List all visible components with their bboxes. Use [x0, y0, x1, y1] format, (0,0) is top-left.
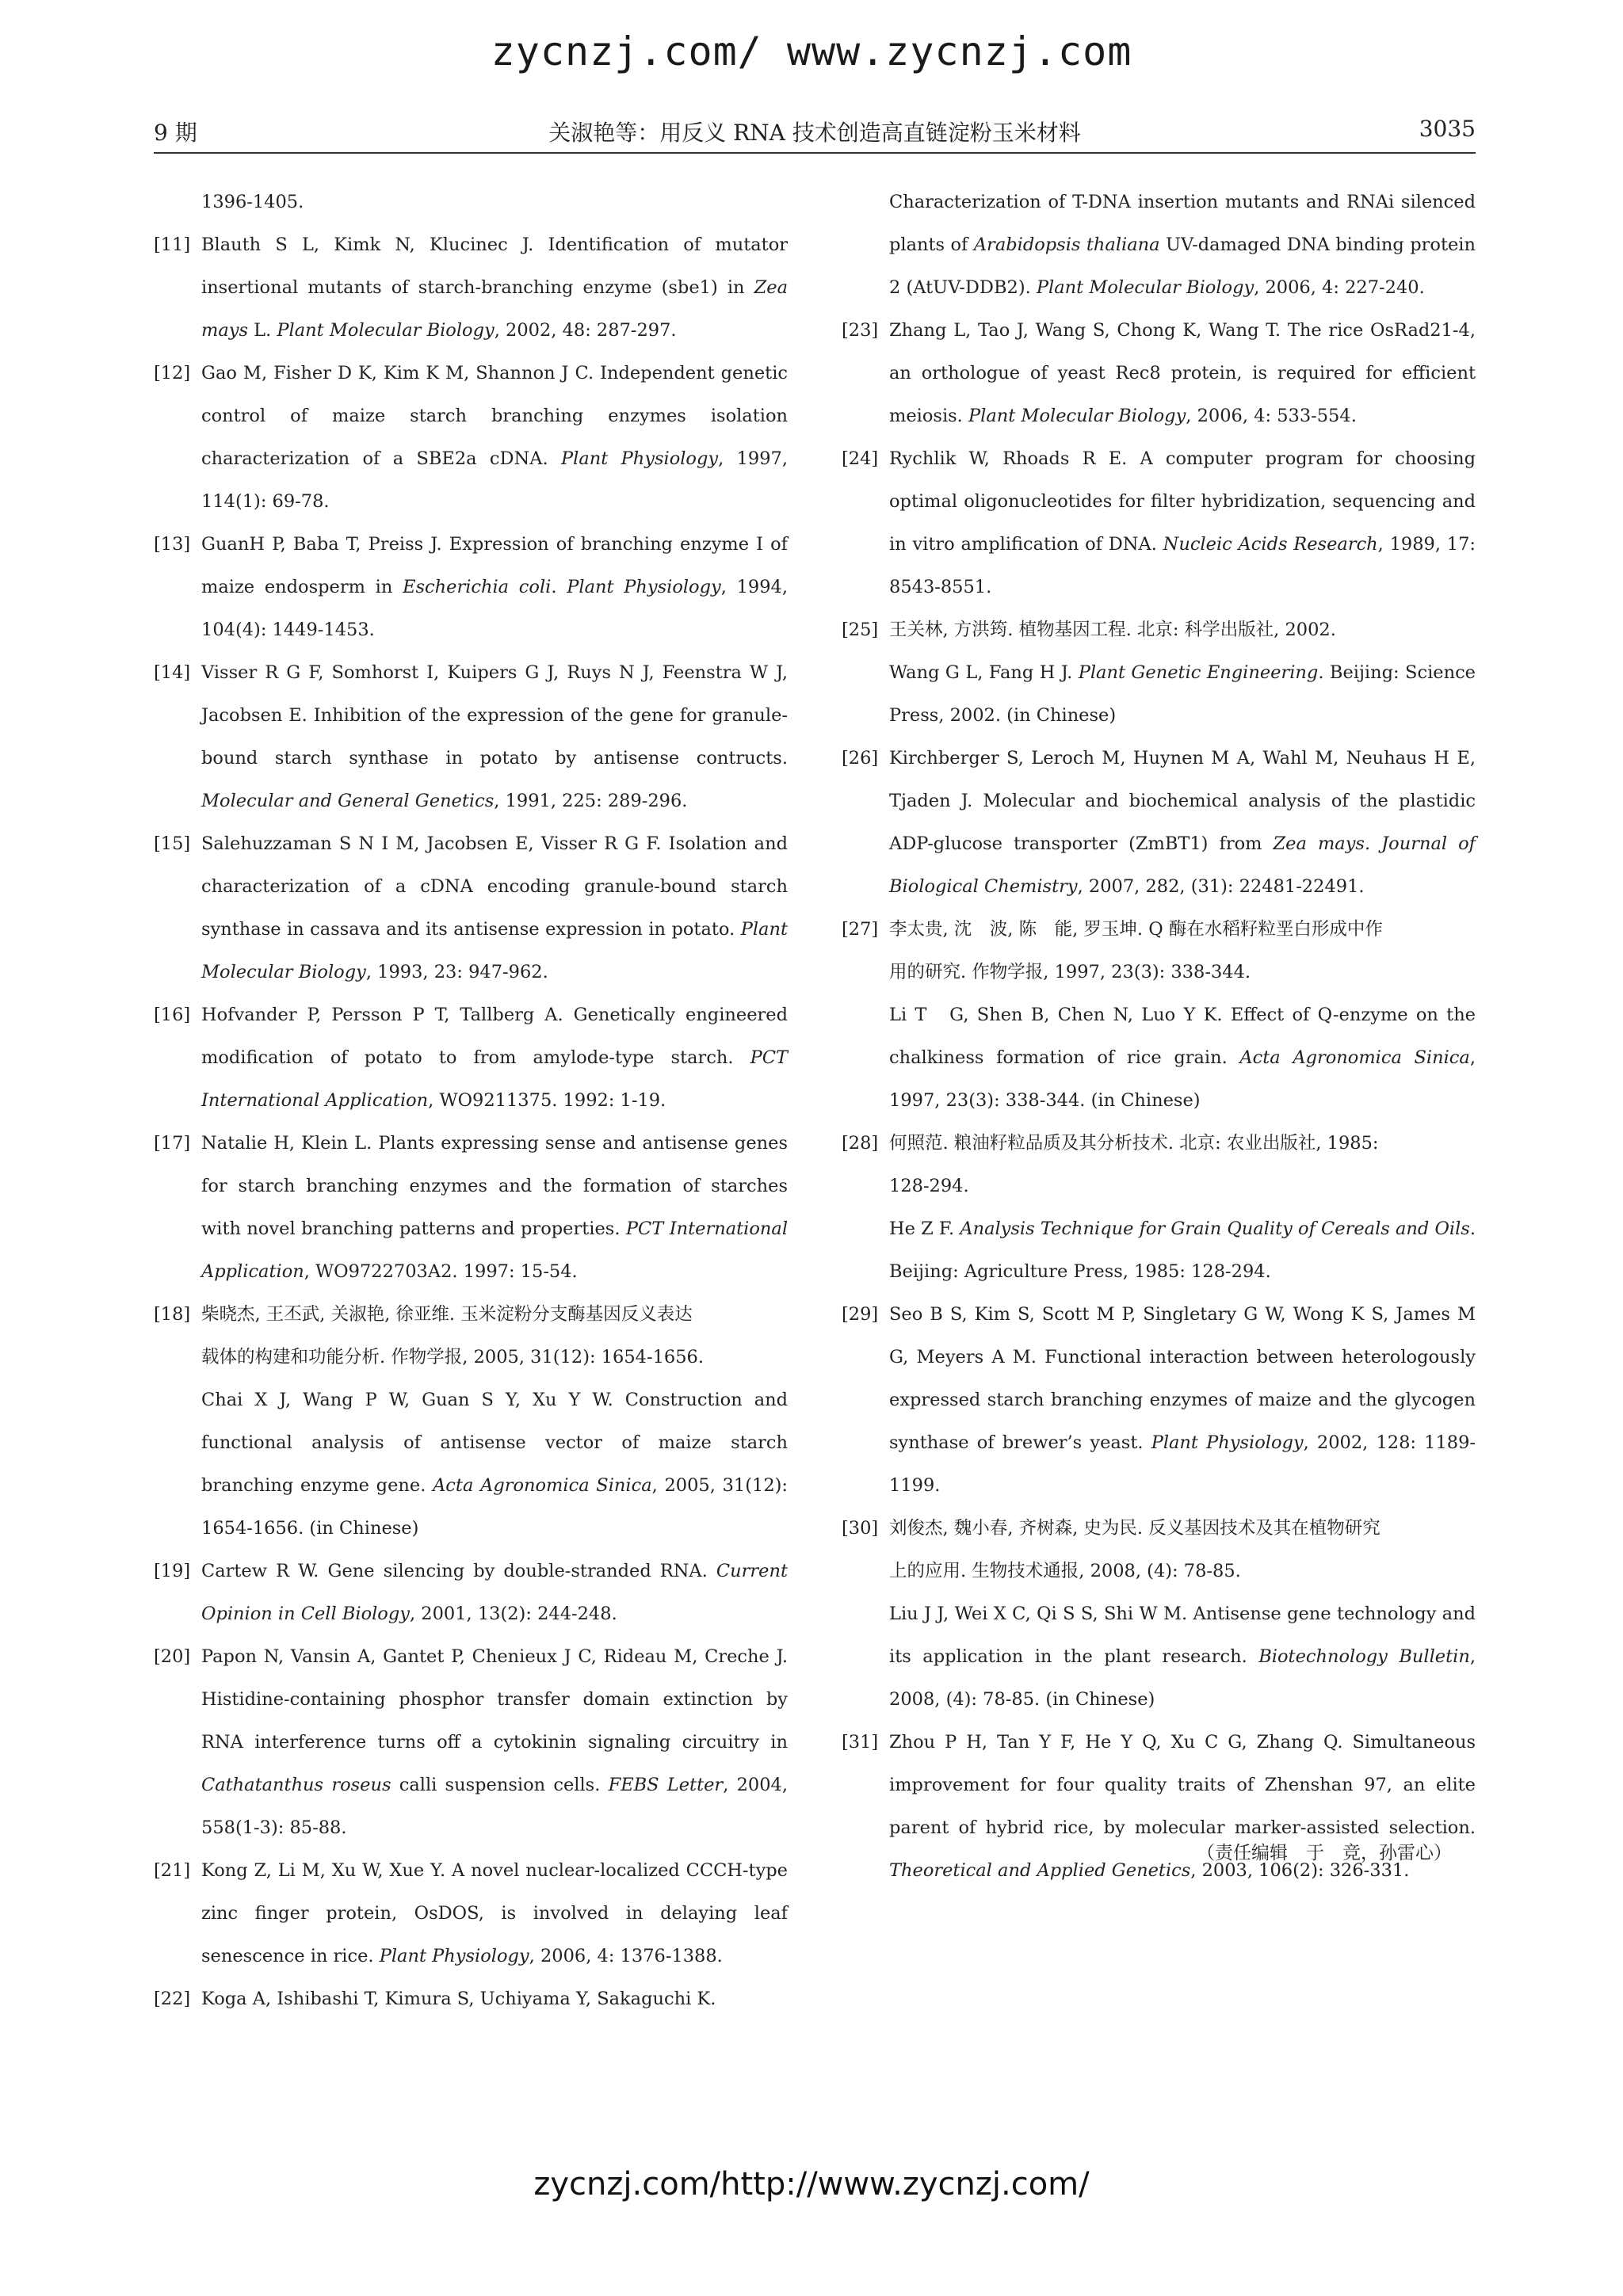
watermark-bottom: zycnzj.com/http://www.zycnzj.com/: [533, 2166, 1090, 2203]
reference-chinese-line: 用的研究. 作物学报, 1997, 23(3): 338-344.: [889, 962, 1251, 982]
reference-number: [13]: [154, 534, 191, 555]
reference-text: Chai X J, Wang P W, Guan S Y, Xu Y W. Construction and functional analysis of antisense vector of maize starch branching enzyme gene. Acta Agronomica Sinica, 2005, 31(12): 1654-1656. (in Chinese): [201, 1390, 788, 1539]
reference-continuation: 1396-1405.: [201, 192, 304, 212]
reference-chinese-line: 何照范. 粮油籽粒品质及其分析技术. 北京: 农业出版社, 1985:: [889, 1133, 1379, 1154]
page-number: 3035: [1419, 116, 1476, 142]
reference-number: [29]: [842, 1304, 879, 1325]
reference-text: Li T G, Shen B, Chen N, Luo Y K. Effect of Q-enzyme on the chalkiness formation of rice grain. Acta Agronomica Sinica, 1997, 23(3): 338-344. (in Chinese): [889, 1005, 1476, 1111]
reference-item: [154, 1849, 788, 1978]
reference-number: [21]: [154, 1860, 191, 1881]
reference-item: [842, 437, 1476, 608]
reference-chinese-line: 上的应用. 生物技术通报, 2008, (4): 78-85.: [889, 1561, 1241, 1581]
reference-item: [154, 1293, 788, 1550]
running-header: [154, 116, 1476, 154]
reference-chinese-line: 李太贵, 沈 波, 陈 能, 罗玉坤. Q 酶在水稻籽粒垩白形成中作: [889, 919, 1383, 940]
editor-note: （责任编辑 于 竞，孙雷心）: [1197, 1843, 1452, 1863]
reference-chinese-line: 128-294.: [889, 1176, 969, 1196]
reference-item: [154, 1550, 788, 1635]
reference-number: [30]: [842, 1518, 879, 1539]
reference-text: Rychlik W, Rhoads R E. A computer program for choosing optimal oligonucleotides for filter hybridization, sequencing and in vitro amplification of DNA. Nucleic Acids Research, 1989, 17: 8543-8551.: [889, 448, 1476, 597]
reference-text: Hofvander P, Persson P T, Tallberg A. Genetically engineered modification of potato to from amylode-type starch. PCT International Application, WO9211375. 1992: 1-19.: [201, 1005, 788, 1111]
reference-number: [12]: [154, 363, 191, 383]
reference-item: [842, 309, 1476, 437]
reference-item: [154, 223, 788, 352]
reference-number: [25]: [842, 620, 879, 640]
reference-number: [20]: [154, 1646, 191, 1667]
reference-text: Cartew R W. Gene silencing by double-stranded RNA. Current Opinion in Cell Biology, 2001, 13(2): 244-248.: [201, 1561, 788, 1624]
reference-item: [842, 608, 1476, 737]
reference-chinese-line: 载体的构建和功能分析. 作物学报, 2005, 31(12): 1654-1656.: [201, 1347, 704, 1367]
reference-number: [24]: [842, 448, 879, 469]
reference-text: Natalie H, Klein L. Plants expressing sense and antisense genes for starch branching enzymes and the formation of starches with novel branching patterns and properties. PCT International Application, WO9722703A2. 1997: 15-54.: [201, 1133, 789, 1282]
reference-text: Salehuzzaman S N I M, Jacobsen E, Visser R G F. Isolation and characterization of a cDNA encoding granule-bound starch synthase in cassava and its antisense expression in potato. Plant Molecular Biology, 1993, 23: 947-962.: [201, 833, 788, 982]
reference-chinese-line: 刘俊杰, 魏小春, 齐树森, 史为民. 反义基因技术及其在植物研究: [889, 1518, 1381, 1539]
reference-item: [154, 352, 788, 523]
issue-number: 9 期: [154, 120, 197, 146]
reference-text: Seo B S, Kim S, Scott M P, Singletary G W, Wong K S, James M G, Meyers A M. Functional interaction between heterologously expressed starch branching enzymes of maize and the glycogen synthase of brewer’s yeast. Plant Physiology, 2002, 128: 1189-1199.: [889, 1304, 1476, 1496]
reference-text: Visser R G F, Somhorst I, Kuipers G J, Ruys N J, Feenstra W J, Jacobsen E. Inhibition of the expression of the gene for granule-bound starch synthase in potato by antisense contructs. Molecular and General Genetics, 1991, 225: 289-296.: [201, 662, 788, 811]
reference-text: Zhang L, Tao J, Wang S, Chong K, Wang T. The rice OsRad21-4, an orthologue of yeast Rec8 protein, is required for efficient meiosis. Plant Molecular Biology, 2006, 4: 533-554.: [889, 320, 1476, 426]
watermark-top: zycnzj.com/ www.zycnzj.com: [491, 29, 1132, 74]
reference-item: [154, 523, 788, 651]
reference-number: [17]: [154, 1133, 191, 1154]
reference-number: [15]: [154, 833, 191, 854]
reference-item: [154, 1635, 788, 1849]
reference-item: [842, 908, 1476, 1122]
reference-column-left: [154, 181, 788, 2020]
reference-column-right: [842, 181, 1476, 1892]
reference-text: Zhou P H, Tan Y F, He Y Q, Xu C G, Zhang Q. Simultaneous improvement for four quality traits of Zhenshan 97, an elite parent of hybrid rice, by molecular marker-assisted selection. Theoretical and Applied Genetics, 2003, 106(2): 326-331.: [889, 1732, 1476, 1881]
running-title: 关淑艳等：用反义 RNA 技术创造高直链淀粉玉米材料: [548, 120, 1081, 146]
reference-continuation: Characterization of T-DNA insertion mutants and RNAi silenced plants of Arabidopsis thaliana UV-damaged DNA binding protein 2 (AtUV-DDB2). Plant Molecular Biology, 2006, 4: 227-240.: [889, 192, 1476, 298]
reference-text: He Z F. Analysis Technique for Grain Quality of Cereals and Oils. Beijing: Agriculture Press, 1985: 128-294.: [889, 1219, 1476, 1282]
reference-text: Blauth S L, Kimk N, Klucinec J. Identification of mutator insertional mutants of starch-branching enzyme (sbe1) in Zea mays L. Plant Molecular Biology, 2002, 48: 287-297.: [201, 235, 788, 341]
reference-text: Koga A, Ishibashi T, Kimura S, Uchiyama Y, Sakaguchi K.: [201, 1989, 716, 2009]
reference-number: [11]: [154, 235, 191, 255]
reference-number: [28]: [842, 1133, 879, 1154]
reference-item: [154, 994, 788, 1122]
reference-number: [19]: [154, 1561, 191, 1581]
reference-number: [27]: [842, 919, 879, 940]
reference-item: [842, 737, 1476, 908]
reference-chinese-line: 柴晓杰, 王丕武, 关淑艳, 徐亚维. 玉米淀粉分支酶基因反义表达: [201, 1304, 693, 1325]
reference-item: [154, 1122, 788, 1293]
reference-item: [842, 1721, 1476, 1892]
header-rule: [154, 152, 1476, 154]
reference-number: [18]: [154, 1304, 191, 1325]
reference-item: [154, 651, 788, 822]
reference-number: [31]: [842, 1732, 879, 1753]
reference-text: Kong Z, Li M, Xu W, Xue Y. A novel nuclear-localized CCCH-type zinc finger protein, OsDOS, is involved in delaying leaf senescence in rice. Plant Physiology, 2006, 4: 1376-1388.: [201, 1860, 788, 1966]
reference-chinese-line: 王关林, 方洪筠. 植物基因工程. 北京: 科学出版社, 2002.: [889, 620, 1336, 640]
reference-text: Wang G L, Fang H J. Plant Genetic Engineering. Beijing: Science Press, 2002. (in Chinese): [889, 662, 1476, 726]
reference-item: [154, 1978, 788, 2020]
reference-text: GuanH P, Baba T, Preiss J. Expression of branching enzyme I of maize endosperm in Escherichia coli. Plant Physiology, 1994, 104(4): 1449-1453.: [201, 534, 788, 640]
reference-item: [154, 822, 788, 994]
reference-number: [16]: [154, 1005, 191, 1025]
reference-item: [842, 1122, 1476, 1293]
reference-text: Papon N, Vansin A, Gantet P, Chenieux J C, Rideau M, Creche J. Histidine-containing phosphor transfer domain extinction by RNA interference turns off a cytokinin signaling circuitry in Cathatanthus roseus calli suspension cells. FEBS Letter, 2004, 558(1-3): 85-88.: [201, 1646, 788, 1838]
reference-number: [22]: [154, 1989, 191, 2009]
reference-text: Gao M, Fisher D K, Kim K M, Shannon J C. Independent genetic control of maize starch branching enzymes isolation characterization of a SBE2a cDNA. Plant Physiology, 1997, 114(1): 69-78.: [201, 363, 789, 512]
reference-number: [23]: [842, 320, 879, 341]
reference-item: [842, 1507, 1476, 1721]
reference-text: Kirchberger S, Leroch M, Huynen M A, Wahl M, Neuhaus H E, Tjaden J. Molecular and biochemical analysis of the plastidic ADP-glucose transporter (ZmBT1) from Zea mays. Journal of Biological Chemistry, 2007, 282, (31): 22481-22491.: [889, 748, 1476, 897]
reference-number: [26]: [842, 748, 879, 769]
reference-text: Liu J J, Wei X C, Qi S S, Shi W M. Antisense gene technology and its application in the plant research. Biotechnology Bulletin, 2008, (4): 78-85. (in Chinese): [889, 1604, 1476, 1710]
reference-item: [842, 1293, 1476, 1507]
reference-number: [14]: [154, 662, 191, 683]
